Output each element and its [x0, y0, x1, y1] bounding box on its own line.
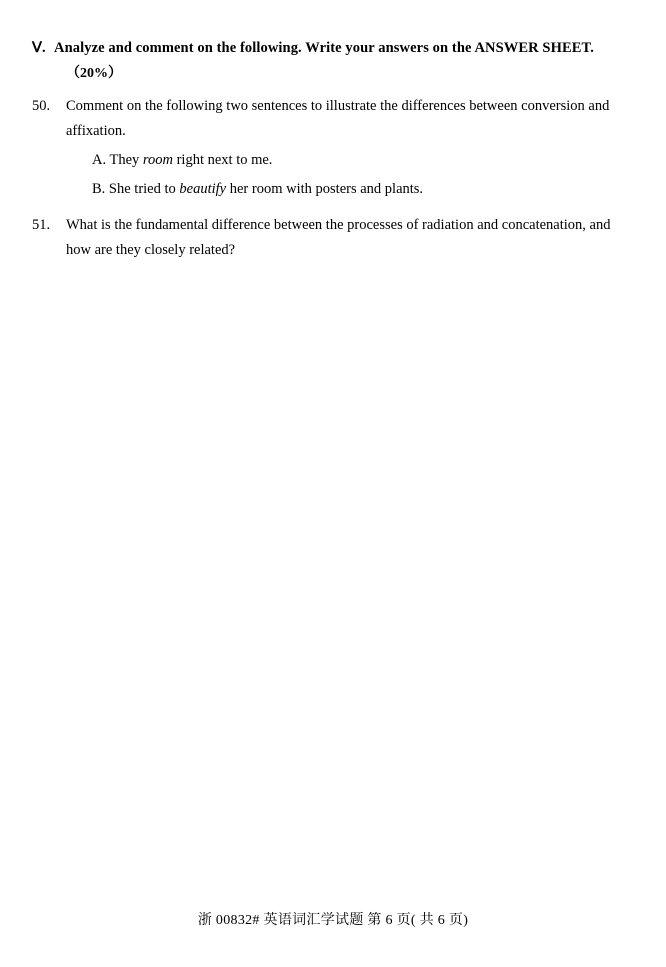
question-text: Comment on the following two sentences to illustrate the differences between conversion and affixation. [66, 98, 610, 139]
question-50 [32, 94, 626, 201]
option-a-lead: A. They [92, 151, 143, 168]
option-b-italic: beautify [179, 180, 227, 197]
option-a-rest: right next to me. [172, 151, 273, 168]
question-number: 51. [32, 217, 51, 234]
section-heading [32, 38, 626, 59]
question-50-option-b [92, 177, 626, 202]
option-a-italic: room [142, 151, 173, 168]
section-title: Analyze and comment on the following. Write your answers on the ANSWER SHEET. [54, 40, 594, 56]
question-50-option-a [92, 148, 626, 173]
section-number: Ⅴ. [32, 40, 46, 56]
section-points: （20%） [66, 66, 122, 82]
question-text: What is the fundamental difference between the processes of radiation and concatenation, and how are they closely related? [66, 217, 611, 259]
page-footer: 浙 00832# 英语词汇学试题 第 6 页( 共 6 页) [197, 913, 469, 928]
question-number: 50. [32, 98, 51, 115]
option-b-lead: B. She tried to [92, 180, 180, 197]
question-51 [32, 213, 626, 263]
option-b-rest: her room with posters and plants. [226, 180, 424, 197]
